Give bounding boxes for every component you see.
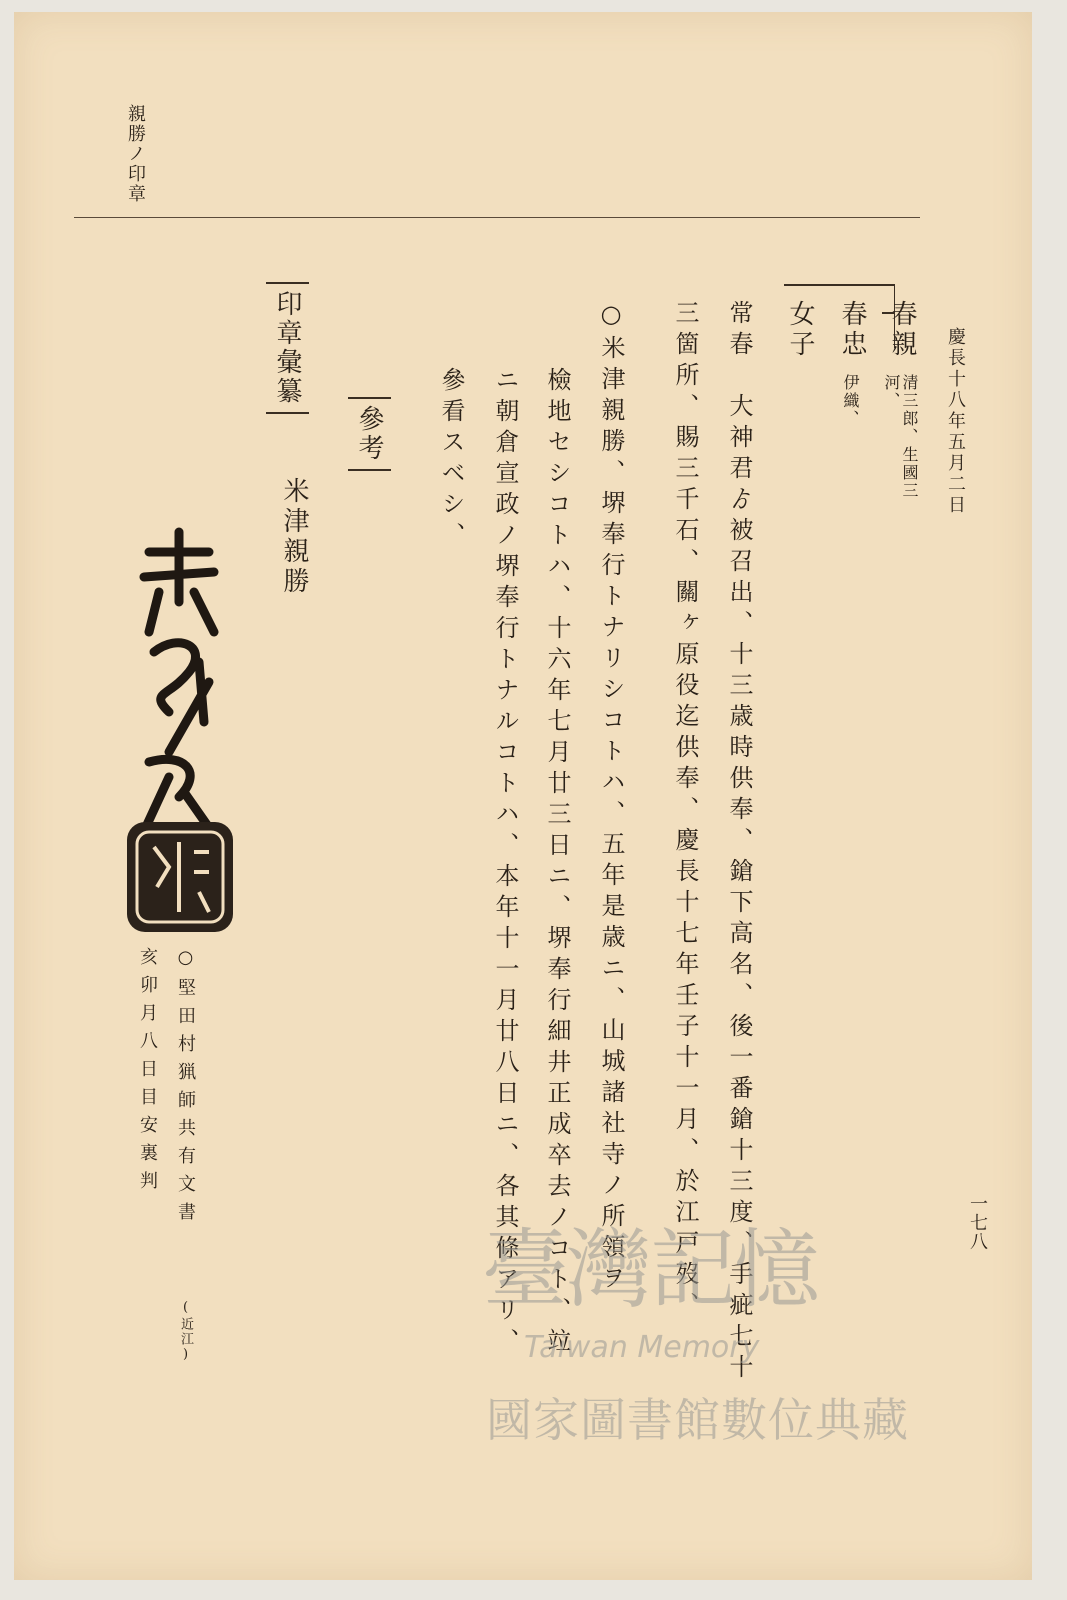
body-line-2: 三箇所、賜三千石、關ヶ原役迄供奉、慶長十七年壬子十一月、於江戸歿、 [671,300,699,1323]
seal-book-name: 米津親勝 [279,477,309,597]
body-line-6: 參看スベシ、 [437,367,465,553]
seal-book-label: 印章彙纂 [266,282,309,414]
body-line-4: 檢地セシコトハ、十六年七月廿三日ニ、堺奉行細井正成卒去ノコト、竝 [543,367,571,1359]
son1-name: 春親 [887,300,917,360]
date-line: 慶長十八年五月二日 [945,327,966,516]
document-source: ○堅田村猟師共有文書 [175,947,196,1230]
header-rule [74,217,920,218]
genealogy-tick [836,284,894,286]
document-page [14,12,1032,1580]
son2-note: 伊織、 [841,374,860,428]
daughter: 女子 [785,300,815,360]
watermark-title: 臺灣記憶 [482,1220,818,1320]
document-source-note: (近江) [178,1300,193,1364]
watermark-subtitle: Taiwan Memory [524,1330,760,1365]
reference-label: 參考 [348,397,391,471]
son2-name: 春忠 [837,300,867,360]
page-number: 一七八 [967,1194,988,1251]
margin-note: 親勝ノ印章 [125,104,146,204]
document-inner: 亥卯月八日目安裏判 [137,947,158,1199]
watermark-org: 國家圖書館數位典藏 [486,1393,909,1447]
genealogy-tick [784,284,836,286]
body-line-3: ○米津親勝、堺奉行トナリシコトハ、五年是歳ニ、山城諸社寺ノ所領ヲ [597,300,625,1296]
seal-impression [109,522,249,942]
body-line-5: ニ朝倉宣政ノ堺奉行トナルコトハ、本年十一月廿八日ニ、各其條アリ、 [491,367,519,1359]
son1-note: 清三郎、生國三河、 [882,374,919,500]
body-line-1: 常春 大神君ゟ被召出、十三歳時供奉、鎗下高名、後一番鎗十三度、手疵七十 [725,300,753,1385]
